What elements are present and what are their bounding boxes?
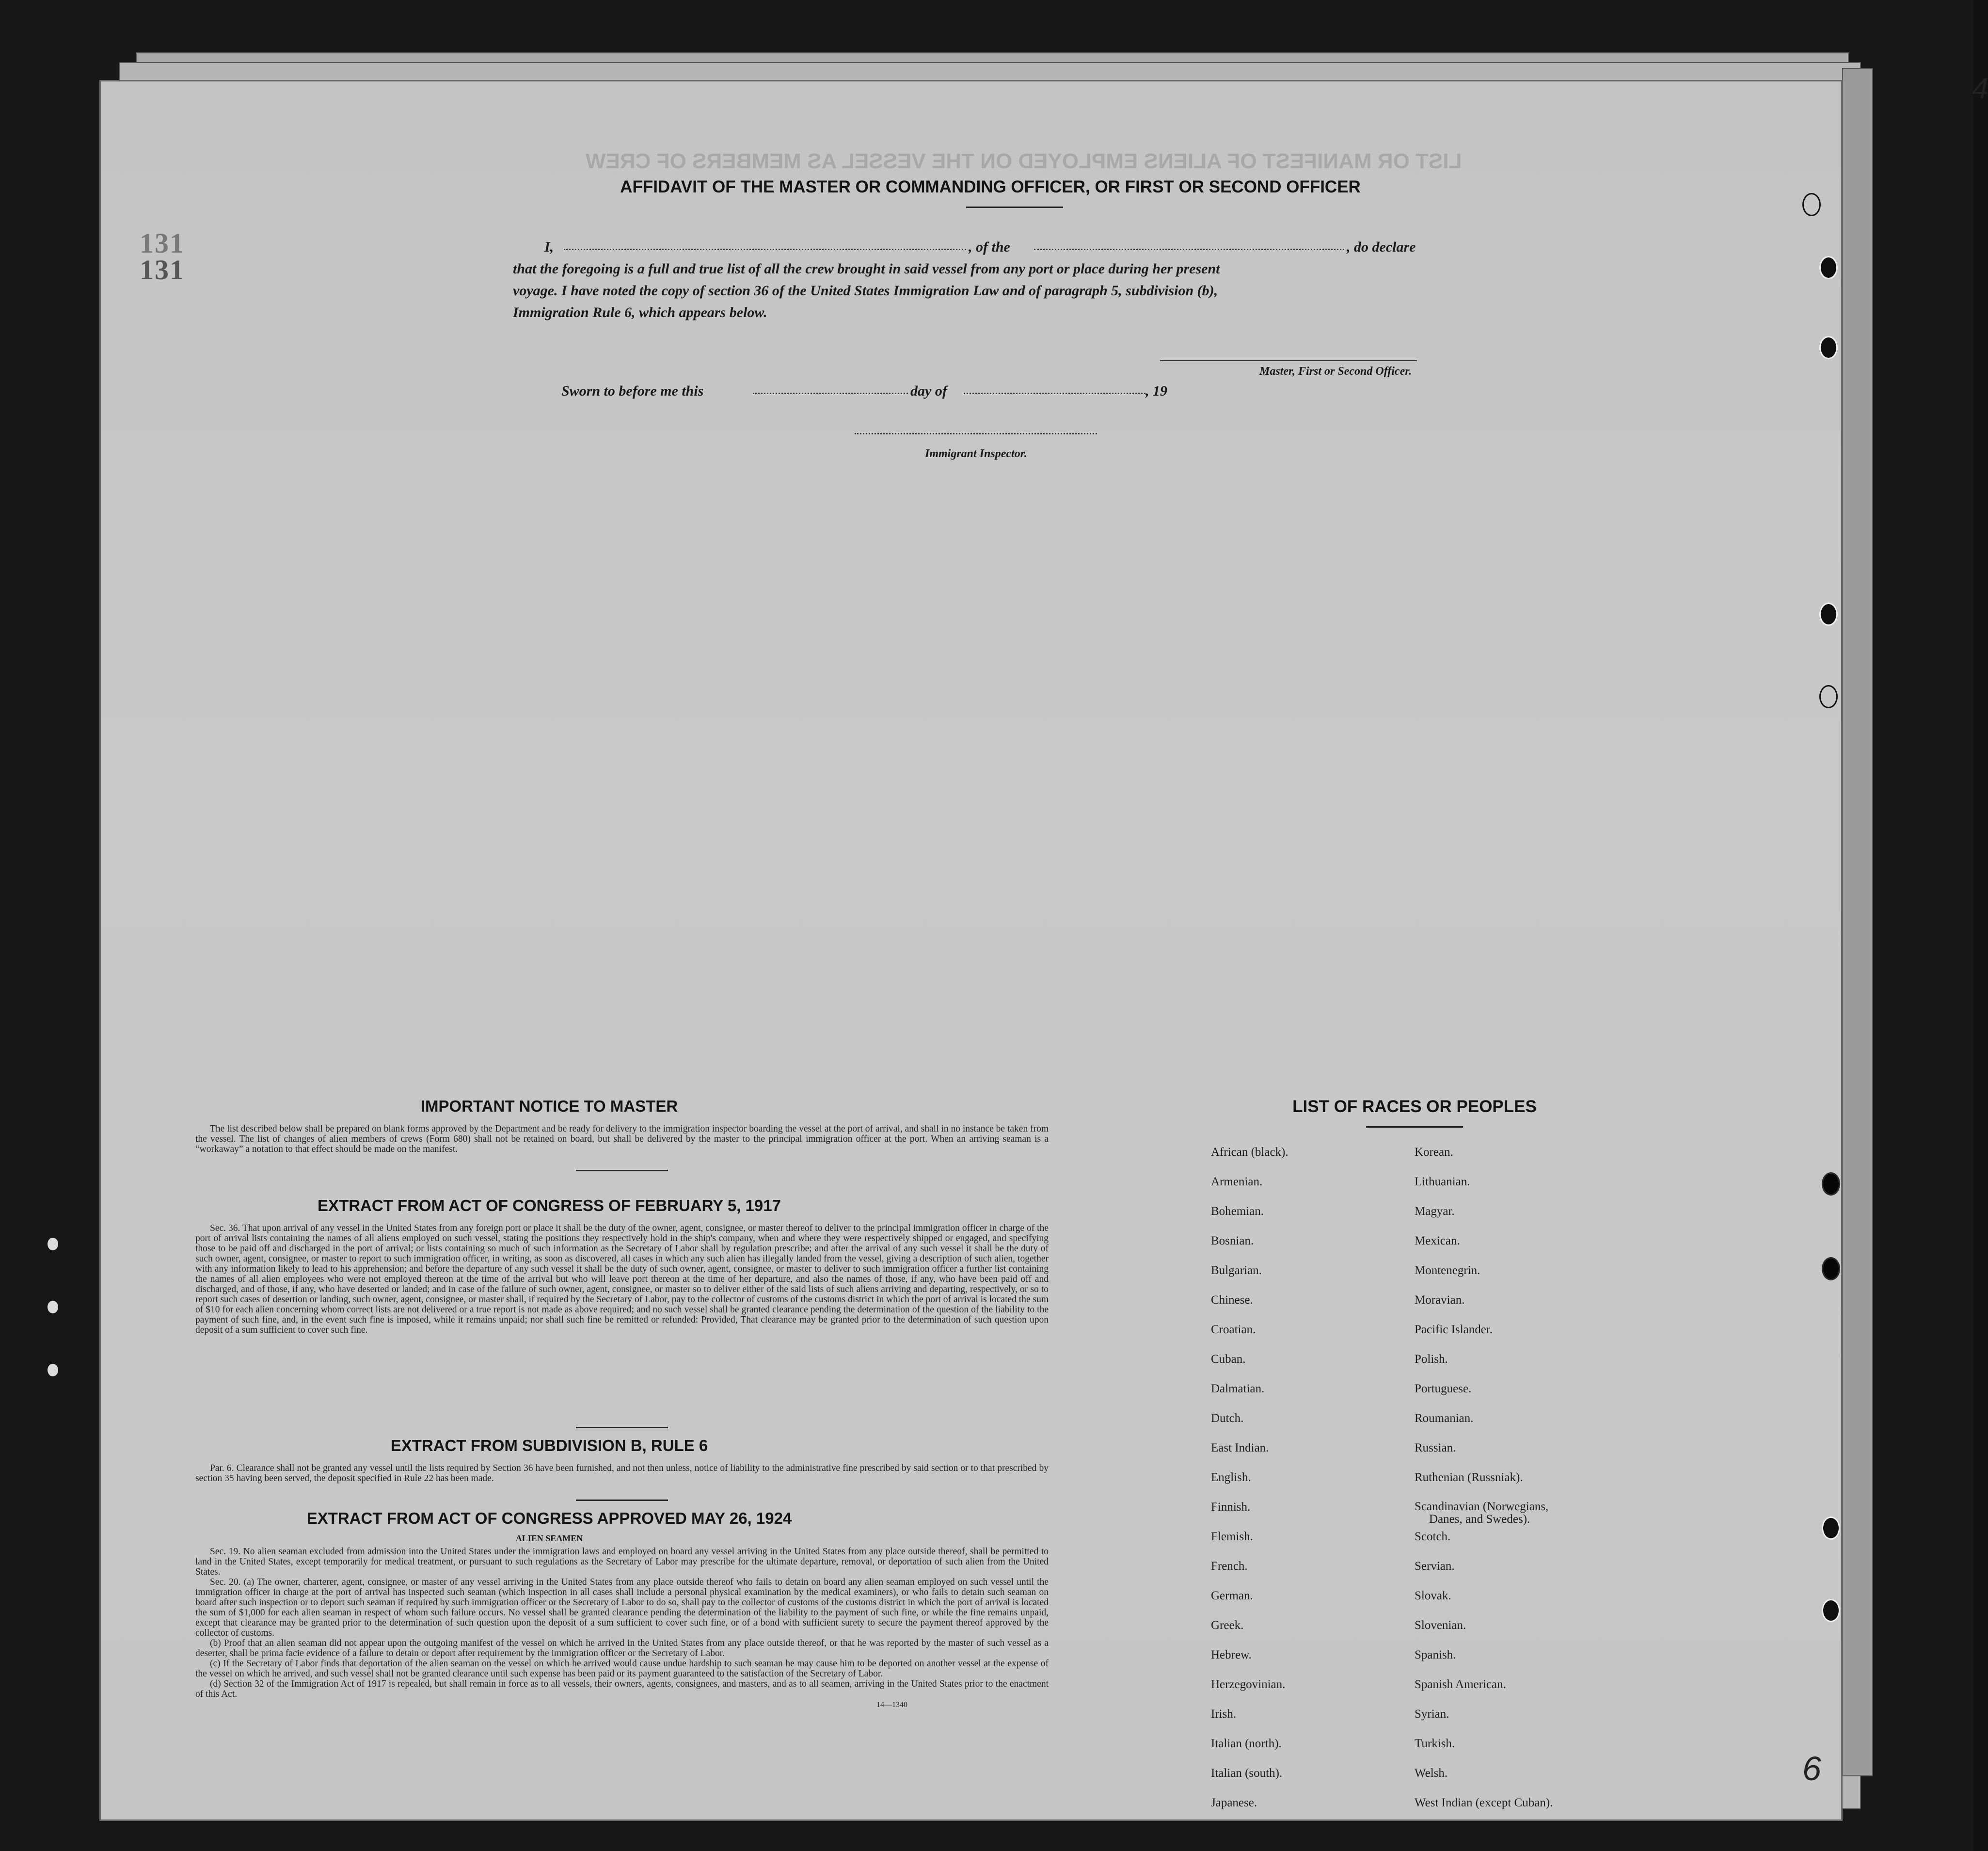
race-item: Ruthenian (Russniak). <box>1415 1471 1523 1484</box>
race-item: Portuguese. <box>1415 1382 1472 1395</box>
page-annotation: 4 <box>1972 72 1988 105</box>
binding-hole <box>1819 336 1838 359</box>
extract-1924-paragraph: Sec. 19. No alien seaman excluded from admission into the United States under the immigration laws and employed on board any vessel arriving in the United States from any place outside thereof, shall be permitted to land in the United States, except temporarily for medical treatment, or pursuant to such regulations as the Secretary of Labor may prescribe for the ultimate departure, removal, or deportation of such alien from the United States. <box>195 1547 1049 1577</box>
extract-1924-paragraph: (c) If the Secretary of Labor finds that deportation of the alien seaman on the vessel on which he arrived would cause undue hardship to such seaman he may cause him to be deported on another vessel at the expense of the vessel on which he arrived, and such vessel shall not be granted clearance until such expense has been paid or its payment guaranteed to the satisfaction of the Secretary of Labor. <box>195 1659 1049 1679</box>
race-item: Montenegrin. <box>1415 1264 1480 1277</box>
race-item: Lithuanian. <box>1415 1175 1470 1188</box>
race-item: Italian (north). <box>1211 1737 1282 1750</box>
name-field[interactable] <box>564 249 966 250</box>
affidavit-text: voyage. I have noted the copy of section 36 of the United States Immigration Law and of paragraph 5, subdivision (b), <box>513 283 1218 299</box>
manifest-page <box>99 72 1988 1821</box>
page-annotation: 6 <box>1802 1750 1821 1787</box>
extract-1917-text <box>195 1223 1049 1335</box>
divider <box>966 207 1063 208</box>
extract-1917-paragraph: Sec. 36. That upon arrival of any vessel in the United States from any foreign port or place it shall be the duty of the owner, agent, consignee, or master thereof to deliver to the principal immigration officer in charge of the port of arrival lists containing the names of all aliens employed on such vessel, stating the positions they respectively hold in the ship's company, when and where they were respectively shipped or engaged, and specifying those to be paid off and discharged in the port of arrival; or lists containing so much of such information as the Secretary of Labor shall by regulation prescribe; and after the arrival of any such vessel it shall be the duty of such owner, agent, consignee, or master to report to such immigration officer, in writing, as soon as discovered, all cases in which any such alien has illegally landed from the vessel, giving a description of such alien, together with any information likely to lead to his apprehension; and before the departure of any such vessel it shall be the duty of such owner, agent, consignee, or master to deliver to such immigration officer a further list containing the names of all alien employees who were not employed thereon at the time of the arrival but who will leave port thereon at the time of her departure, and also the names of those, if any, who have been paid off and discharged, and of those, if any, who have deserted or landed; and in case of the failure of such owner, agent, consignee, or master so to deliver either of the said lists of such aliens arriving and departing, respectively, or so to report such cases of desertion or landing, such owner, agent, consignee, or master shall, if required by the Secretary of Labor, pay to the collector of customs of the customs district in which the port of arrival is located the sum of $10 for each alien concerning whom correct lists are not delivered or a true report is not made as above required; and no such vessel shall be granted clearance pending the determination of the question of the liability to the payment of such fine, and, in the event such fine is imposed, while it remains unpaid; nor shall such fine be remitted or refunded: Provided, That clearance may be granted prior to the determination of such question upon deposit of a sum sufficient to cover such fine. <box>195 1223 1049 1335</box>
signature-caption: Master, First or Second Officer. <box>1259 365 1412 378</box>
divider <box>576 1170 668 1171</box>
race-item: Slovenian. <box>1415 1619 1466 1632</box>
race-item: German. <box>1211 1589 1253 1602</box>
race-item: Flemish. <box>1211 1530 1253 1543</box>
race-item: Moravian. <box>1415 1293 1465 1307</box>
race-item: Herzegovinian. <box>1211 1678 1286 1691</box>
binding-hole <box>1822 1599 1840 1622</box>
affidavit-title: AFFIDAVIT OF THE MASTER OR COMMANDING OFFICER, OR FIRST OR SECOND OFFICER <box>620 177 1361 196</box>
race-item: Cuban. <box>1211 1353 1246 1366</box>
race-item: West Indian (except Cuban). <box>1415 1796 1553 1809</box>
notice-text <box>195 1124 1049 1154</box>
races-left-column <box>1211 1146 1415 1826</box>
bleed-through-header: LIST OR MANIFEST OF ALIENS EMPLOYED ON THE VESSEL AS MEMBERS OF CREW <box>586 149 1462 173</box>
race-item: Italian (south). <box>1211 1767 1283 1780</box>
race-item: Pacific Islander. <box>1415 1323 1493 1336</box>
stamp-number: 131 <box>140 254 185 286</box>
day-field[interactable] <box>753 393 908 394</box>
race-item: Turkish. <box>1415 1737 1455 1750</box>
vessel-field[interactable] <box>1034 249 1344 250</box>
divider <box>576 1500 668 1501</box>
extract-rule6-paragraph: Par. 6. Clearance shall not be granted any vessel until the lists required by Section 36 have been furnished, and not then unless, notice of liability to the administrative fine prescribed by said section or to that prescribed by section 35 having been served, the deposit specified in Rule 22 has been made. <box>195 1463 1049 1484</box>
binding-hole <box>1822 1257 1840 1280</box>
race-item: Polish. <box>1415 1353 1448 1366</box>
binding-hole <box>48 1364 58 1376</box>
race-item: Servian. <box>1415 1560 1455 1573</box>
race-item: Spanish. <box>1415 1648 1456 1661</box>
month-field[interactable] <box>964 393 1145 394</box>
divider <box>576 1427 668 1428</box>
race-item: Roumanian. <box>1415 1412 1474 1425</box>
extract-1924-title: EXTRACT FROM ACT OF CONGRESS APPROVED MAY 26, 1924 <box>306 1509 792 1527</box>
extract-1924-paragraph: (d) Section 32 of the Immigration Act of 1917 is repealed, but shall remain in force as to all vessels, their owners, agents, consignees, and masters, and as to all seamen, arriving in the United States prior to the enactment of this Act. <box>195 1679 1049 1699</box>
race-item: Bosnian. <box>1211 1234 1254 1247</box>
extract-1924-paragraph: Sec. 20. (a) The owner, charterer, agent, consignee, or master of any vessel arriving in the United States from any place outside thereof who fails to detain on board any alien seaman employed on such vessel until the immigration officer in charge at the port of arrival has inspected such seaman (which inspection in all cases shall include a personal physical examination by the medical examiners), or who fails to detain such seaman on board after such inspection or to deport such seaman if required by such immigration officer or the Secretary of Labor to do so, shall pay to the collector of customs of the customs district in which the port of arrival is located the sum of $1,000 for each alien seaman in respect of whom such failure occurs. No vessel shall be granted clearance pending the determination of the liability to the payment of such fine, or while the fine remains unpaid, except that clearance may be granted prior to the determination of such question upon the deposit of a sum sufficient to cover such fine, or of a bond with sufficient surety to secure the payment thereof approved by the collector of customs. <box>195 1577 1049 1638</box>
race-item: Dutch. <box>1211 1412 1244 1425</box>
binding-hole <box>48 1301 58 1313</box>
extract-rule6-title: EXTRACT FROM SUBDIVISION B, RULE 6 <box>390 1436 708 1454</box>
race-item: Finnish. <box>1211 1500 1251 1514</box>
race-item: Greek. <box>1211 1619 1244 1632</box>
extract-1924-paragraph: (b) Proof that an alien seaman did not appear upon the outgoing manifest of the vessel on which he arrived in the United States from any place outside thereof, or that he was reported by the master of such vessel as a deserter, shall be prima facie evidence of a failure to detain or deport after requirement by the immigration officer or the Secretary of Labor. <box>195 1638 1049 1659</box>
binding-hole <box>1822 1172 1840 1196</box>
race-item: Syrian. <box>1415 1707 1449 1721</box>
binding-hole <box>1802 193 1821 216</box>
race-item: African (black). <box>1211 1146 1288 1159</box>
race-item: Croatian. <box>1211 1323 1256 1336</box>
form-number: 14—1340 <box>876 1701 907 1709</box>
binding-hole <box>1819 685 1838 708</box>
race-item: Hebrew. <box>1211 1648 1252 1661</box>
extract-rule6-text <box>195 1463 1049 1484</box>
affidavit-text: Immigration Rule 6, which appears below. <box>513 304 767 320</box>
inspector-caption: Immigrant Inspector. <box>925 447 1027 460</box>
race-item: French. <box>1211 1560 1248 1573</box>
affidavit-text: I, <box>544 239 554 255</box>
race-item: Magyar. <box>1415 1205 1455 1218</box>
races-right-column <box>1415 1146 1657 1826</box>
binding-hole <box>1822 1516 1840 1540</box>
binding-hole <box>1819 603 1838 626</box>
affidavit-text: Sworn to before me this <box>561 383 704 399</box>
race-item-line: Danes, and Swedes). <box>1429 1513 1530 1526</box>
affidavit-text: , 19 <box>1145 383 1167 399</box>
race-item: Spanish American. <box>1415 1678 1506 1691</box>
stamp-number: 131 <box>140 227 185 259</box>
race-item: Chinese. <box>1211 1293 1253 1307</box>
race-item: English. <box>1211 1471 1251 1484</box>
race-item: Japanese. <box>1211 1796 1257 1809</box>
notice-title: IMPORTANT NOTICE TO MASTER <box>420 1097 678 1115</box>
races-title: LIST OF RACES OR PEOPLES <box>1292 1097 1537 1116</box>
race-item: Armenian. <box>1211 1175 1263 1188</box>
affidavit-text: , do declare <box>1347 239 1416 255</box>
signature-line[interactable] <box>1160 360 1417 361</box>
race-item-line: Scandinavian (Norwegians, <box>1415 1500 1549 1513</box>
race-item: Mexican. <box>1415 1234 1460 1247</box>
divider <box>1366 1126 1463 1128</box>
race-item: East Indian. <box>1211 1441 1269 1454</box>
inspector-signature-line[interactable] <box>855 433 1097 434</box>
race-item: Bulgarian. <box>1211 1264 1262 1277</box>
race-item-scandinavian <box>1415 1500 1657 1530</box>
affidavit-text: day of <box>910 383 947 399</box>
race-item: Scotch. <box>1415 1530 1451 1543</box>
notice-paragraph: The list described below shall be prepared on blank forms approved by the Department and be ready for delivery to the immigration inspector boarding the vessel at the port of arrival, and shall in no instance be taken from the vessel. The list of changes of alien members of crews (Form 680) shall not be retained on board, but shall be delivered by the master to the principal immigration officer at the port. When an arriving seaman is a “workaway” a notation to that effect should be made on the manifest. <box>195 1124 1049 1154</box>
extract-1924-text <box>195 1547 1049 1699</box>
race-item: Bohemian. <box>1211 1205 1264 1218</box>
race-item: Slovak. <box>1415 1589 1451 1602</box>
race-item: Dalmatian. <box>1211 1382 1265 1395</box>
race-item: Irish. <box>1211 1707 1237 1721</box>
extract-1917-title: EXTRACT FROM ACT OF CONGRESS OF FEBRUARY 5, 1917 <box>318 1197 781 1214</box>
extract-1924-subtitle: ALIEN SEAMEN <box>515 1533 583 1543</box>
sheet-edge <box>1842 68 1873 1776</box>
affidavit-text: , of the <box>969 239 1010 255</box>
affidavit-text: that the foregoing is a full and true list of all the crew brought in said vessel from any port or place during her present <box>513 261 1220 277</box>
race-item: Welsh. <box>1415 1767 1448 1780</box>
binding-hole <box>48 1238 58 1250</box>
race-item: Russian. <box>1415 1441 1456 1454</box>
race-item: Korean. <box>1415 1146 1453 1159</box>
binding-hole <box>1819 256 1838 279</box>
